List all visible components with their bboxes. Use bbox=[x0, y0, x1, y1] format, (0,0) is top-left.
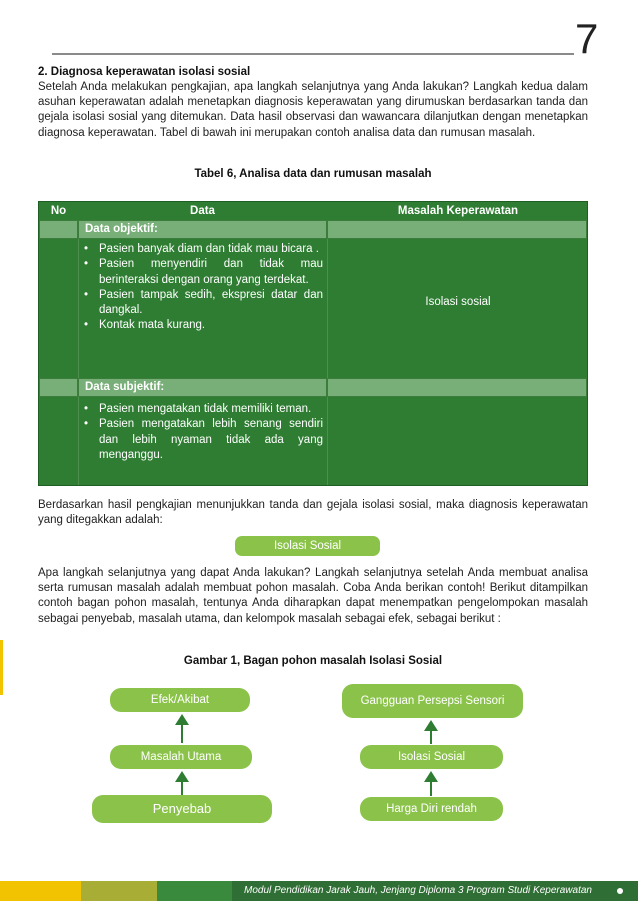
tree-node-isolasi-sosial: Isolasi Sosial bbox=[360, 745, 503, 769]
objective-label: Data objektif: bbox=[78, 220, 327, 239]
footer-bar-yellow bbox=[0, 881, 81, 901]
intro-paragraph: Setelah Anda melakukan pengkajian, apa langkah selanjutnya yang Anda lakukan? Langkah kedua dalam asuhan keperawatan adalah menetapkan diagnosis keperawatan yang dirumuskan berdasarkan tanda dan gejala isolasi sosial yang ditemukan. Data hasil observasi dan wawancara dilanjutkan dengan menetapkan diagnosa keperawatan. Tabel di bawah ini merupakan contoh analisa data dan rumusan masalah. bbox=[38, 81, 588, 139]
subjective-subheader-row bbox=[39, 378, 587, 397]
tree-node-masalah-utama: Masalah Utama bbox=[110, 745, 252, 769]
figure-caption: Gambar 1, Bagan pohon masalah Isolasi Sosial bbox=[183, 655, 443, 667]
tree-node-gangguan-persepsi: Gangguan Persepsi Sensori bbox=[342, 684, 523, 718]
header-rule bbox=[52, 53, 574, 55]
footer-bar-green bbox=[157, 881, 232, 901]
footer-dot-icon bbox=[617, 888, 623, 894]
footer-text: Modul Pendidikan Jarak Jauh, Jenjang Diploma 3 Program Studi Keperawatan bbox=[244, 885, 592, 896]
subjective-label: Data subjektif: bbox=[78, 378, 327, 397]
tree-node-harga-diri: Harga Diri rendah bbox=[360, 797, 503, 821]
diagnosis-pill: Isolasi Sosial bbox=[235, 536, 380, 556]
list-item: • Pasien banyak diam dan tidak mau bicara . bbox=[79, 242, 323, 257]
objective-subheader-row bbox=[39, 220, 587, 239]
list-item: • Pasien menyendiri dan tidak mau berinteraksi dengan orang yang terdekat. bbox=[79, 257, 323, 288]
tree-node-efek: Efek/Akibat bbox=[110, 688, 250, 712]
left-edge-accent bbox=[0, 640, 3, 695]
subjective-list bbox=[79, 402, 323, 463]
problem-cell: Isolasi sosial bbox=[425, 296, 491, 308]
page-number: 7 bbox=[575, 15, 599, 62]
list-item: • Pasien mengatakan tidak memiliki teman. bbox=[79, 402, 323, 417]
list-item: • Pasien tampak sedih, ekspresi datar dan dangkal. bbox=[79, 288, 323, 319]
table-caption: Tabel 6, Analisa data dan rumusan masalah bbox=[194, 168, 432, 180]
list-item: • Pasien mengatakan lebih senang sendiri dan lebih nyaman tidak ada yang menganggu. bbox=[79, 417, 323, 463]
header-masalah: Masalah Keperawatan bbox=[397, 205, 519, 217]
tree-node-penyebab: Penyebab bbox=[92, 795, 272, 823]
footer-bar-olive bbox=[81, 881, 157, 901]
list-item: • Kontak mata kurang. bbox=[79, 318, 323, 333]
section-title: 2. Diagnosa keperawatan isolasi sosial bbox=[38, 66, 251, 78]
header-no: No bbox=[50, 205, 67, 217]
tree-intro-paragraph: Apa langkah selanjutnya yang dapat Anda lakukan? Langkah selanjutnya setelah Anda membuat analisa serta rumusan masalah adalah membuat pohon masalah. Coba Anda berikan contoh! Berikut ditampilkan contoh bagan pohon masalah, tentunya Anda diharapkan dapat menempatkan pengelompokan masalah sebagai penyebab, masalah utama, dan kelompok masalah sebagai efek, sebagai berikut : bbox=[38, 567, 588, 625]
analysis-table bbox=[38, 201, 588, 486]
header-data: Data bbox=[190, 205, 215, 217]
result-paragraph: Berdasarkan hasil pengkajian menunjukkan tanda dan gejala isolasi sosial, maka diagnosis keperawatan yang ditegakkan adalah: bbox=[38, 499, 588, 527]
objective-list bbox=[79, 242, 323, 334]
